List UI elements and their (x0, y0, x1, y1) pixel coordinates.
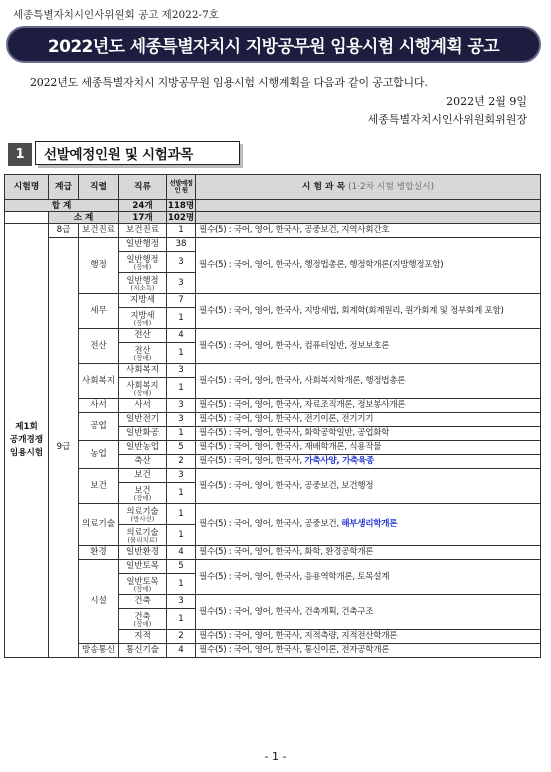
table-row: 건축 3 필수(5) : 국어, 영어, 한국사, 건축계획, 건축구조 (5, 595, 541, 609)
table-row: 시설 일반토목 5 필수(5) : 국어, 영어, 한국사, 응용역학개론, 토목설계 (5, 560, 541, 574)
highlighted-subjects: 해부생리학개론 (341, 519, 398, 529)
table-row: 전산 전산 4 필수(5) : 국어, 영어, 한국사, 컴퓨터일반, 정보보호론 (5, 329, 541, 343)
table-row: 사서 사서 3 필수(5) : 국어, 영어, 한국사, 자료조직개론, 정보봉사개론 (5, 399, 541, 413)
section-number: 1 (8, 143, 32, 166)
table-row: 일반토목 (장애) 1 (5, 574, 541, 595)
table-row: 세무 지방세 7 필수(5) : 국어, 영어, 한국사, 지방세법, 회계학(회계원리, 원가회계 및 정부회계 포함) (5, 294, 541, 308)
table-row: 사회복지 사회복지 3 필수(5) : 국어, 영어, 한국사, 사회복지학개론, 행정법총론 (5, 364, 541, 378)
highlighted-subjects: 가축사양, 가축육종 (304, 456, 375, 466)
table-row: 사회복지 (장애) 1 (5, 378, 541, 399)
exam-name-cell: 제1회 공개경쟁 임용시험 (5, 224, 49, 658)
header-grade: 계급 (49, 175, 79, 200)
table-row: 지적 2 필수(5) : 국어, 영어, 한국사, 지적측량, 지적전산학개론 (5, 630, 541, 644)
recruitment-table (4, 174, 541, 658)
table-row: 보건 보건 3 필수(5) : 국어, 영어, 한국사, 공중보건, 보건행정 (5, 469, 541, 483)
header-kind: 직류 (119, 175, 167, 200)
title-banner (6, 26, 541, 63)
subtotal-row: 소 계 17개 102명 (5, 212, 541, 224)
table-row: 전산 (장애) 1 (5, 343, 541, 364)
announcement-date: 2022년 2월 9일 (446, 95, 527, 108)
table-row: 건축 (장애) 1 (5, 609, 541, 630)
table-row: 농업 일반농업 5 필수(5) : 국어, 영어, 한국사, 재배학개론, 식용작물 (5, 441, 541, 455)
table-row: 축산 2 필수(5) : 국어, 영어, 한국사, 가축사양, 가축육종 (5, 455, 541, 469)
table-row: 공업 일반전기 3 필수(5) : 국어, 영어, 한국사, 전기이론, 전기기기 (5, 413, 541, 427)
table-row: 의료기술 (물리치료) 1 (5, 525, 541, 546)
total-row: 합 계 24개 118명 (5, 200, 541, 212)
notice-number: 세종특별자치시인사위원회 공고 제2022-7호 (13, 9, 219, 21)
header-count: 선발예정 인 원 (167, 175, 196, 200)
table-row: 일반화공 1 필수(5) : 국어, 영어, 한국사, 화학공학일반, 공업화학 (5, 427, 541, 441)
table-row: 9급 행정 일반행정 38 필수(5) : 국어, 영어, 한국사, 행정법총론, 행정학개론(지방행정포함) (5, 238, 541, 252)
table-row: 일반행정 (저소득) 3 (5, 273, 541, 294)
table-row: 제1회 공개경쟁 임용시험 8급 보건진료 보건진료 1 필수(5) : 국어, 영어, 한국사, 공중보건, 지역사회간호 (5, 224, 541, 238)
table-row: 일반행정 (장애) 3 (5, 252, 541, 273)
grade-9-cell: 9급 (49, 238, 79, 658)
header-exam: 시험명 (5, 175, 49, 200)
issuer: 세종특별자치시인사위원회위원장 (367, 113, 527, 126)
table-row: 지방세 (장애) 1 (5, 308, 541, 329)
table-row: 의료기술 의료기술 (방사선) 1 필수(5) : 국어, 영어, 한국사, 공중보건, 해부생리학개론 (5, 504, 541, 525)
banner-title: 2022년도 세종특별자치시 지방공무원 임용시험 시행계획 공고 (47, 37, 500, 57)
table-row: 방송통신 통신기술 4 필수(5) : 국어, 영어, 한국사, 통신이론, 전자공학개론 (5, 644, 541, 658)
table-row: 보건 (장애) 1 (5, 483, 541, 504)
header-series: 직렬 (79, 175, 119, 200)
table-row: 환경 일반환경 4 필수(5) : 국어, 영어, 한국사, 화학, 환경공학개론 (5, 546, 541, 560)
page-number: - 1 - (264, 750, 287, 763)
header-subjects: 시 험 과 목 (1·2차 시험 병합실시) (196, 175, 541, 200)
section-title: 선발예정인원 및 시험과목 (35, 141, 240, 165)
intro-text: 2022년도 세종특별자치시 지방공무원 임용시험 시행계획을 다음과 같이 공고합니다. (30, 76, 428, 89)
